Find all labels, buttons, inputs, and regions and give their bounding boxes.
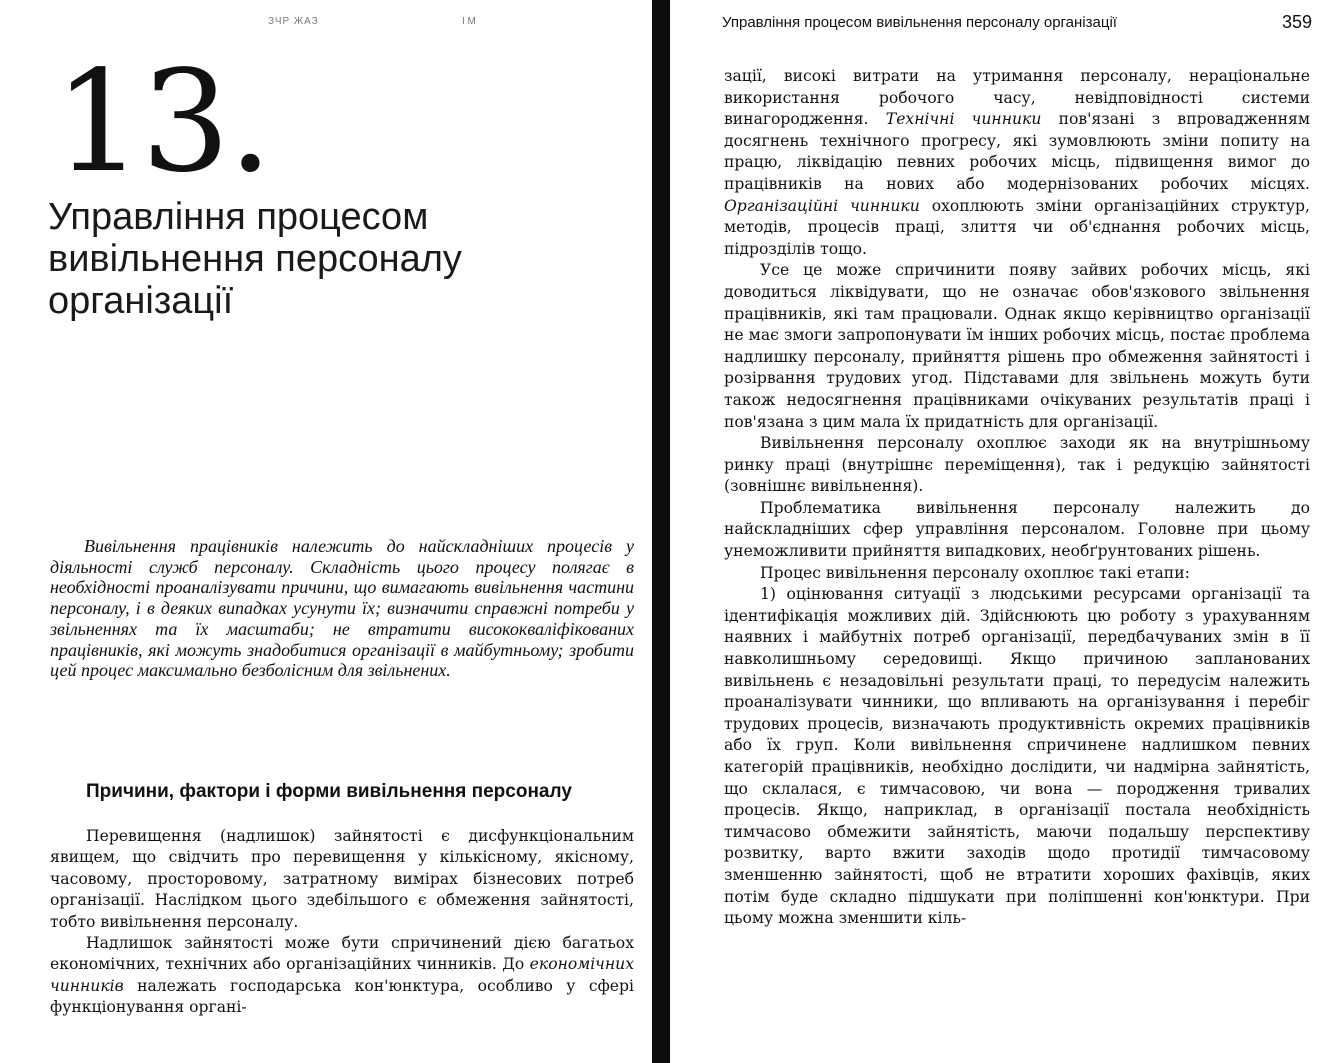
body-paragraph: Вивільнення персоналу охоплює заходи як на внутрішньому ринку праці (внутрішнє переміщення), так і редукцію зайнятості (зовнішнє вивільнення). bbox=[724, 434, 1310, 496]
abstract-paragraph: Вивільнення працівників належить до найскладніших процесів у діяльності служб персоналу. Складність цього процесу полягає в необхідності проаналізувати причини, що вимагають вивільнення частини персоналу, і в деяких випадках усунути їх; визначити справжні потреби у звільненнях та їх масштаби; не втратити висококваліфікованих працівників, які можуть знадобитися організації в майбутньому; зробити цей процес максимально безболісним для звільнених. bbox=[50, 536, 634, 681]
body-paragraph: Усе це може спричинити появу зайвих робочих місць, які доводиться ліквідувати, що не означає обов'язкового звільнення працівників, які там працювали. Однак якщо керівництво організації не має змоги запропонувати їм інших робочих місць, постає проблема надлишку персоналу, прийняття рішень про обмеження зайнятості і розірвання трудових угод. Підставами для звільнень можуть бути також недосягнення працівниками очікуваних результатів праці і пов'язана з цим мала їх придатність для організації. bbox=[724, 261, 1310, 431]
body-paragraph: Перевищення (надлишок) зайнятості є дисфункціональним явищем, що свідчить про перевищення у кількісному, якісному, часовому, просторовому, затратному вимірах бізнесових потреб організації. Наслідком цього здебільшого є обмеження зайнятості, тобто вивільнення персоналу. bbox=[50, 827, 634, 931]
body-paragraph: 1) оцінювання ситуації з людськими ресурсами організації та ідентифікація можливих дій. Здійснюють цю роботу з урахуванням наявних і майбутніх потреб організації, передбачуваних змін в її навколишньому середовищі. Якщо причиною запланованих вивільнень є незадовільні результати праці, то передусім належить проаналізувати чинники, що впливають на організування і перебіг трудових процесів, визначають продуктивність окремих працівників або їх груп. Коли вивільнення спричинене надлишком певних категорій працівників, необхідно дослідити, чи надмірна зайнятість, що склалася, є тимчасовою, чи вона — породження тривалих процесів. Якщо, наприклад, в організації постала необхідність тимчасово обмежити зайнятість, маючи подальшу перспективу розвитку, варто вжити заходів щодо протидії тимчасовому зменшенню зайнятості, щоб не втратити хороших фахівців, яких потім буде складно підшукати при поліпшенні кон'юнктури. При цьому можна зменшити кіль- bbox=[724, 585, 1310, 928]
left-running-head: ЗЧР ЖАЗ bbox=[268, 16, 319, 27]
text-run: зації, високі витрати на утримання персоналу, нераціональне використання робочого часу, невідповідності системи винагородження. bbox=[724, 67, 1310, 129]
chapter-abstract bbox=[50, 536, 634, 681]
body-paragraph: Проблематика вивільнення персоналу належить до найскладніших сфер управління персоналом. Головне при цьому унеможливити прийняття випадкових, необґрунтованих рішень. bbox=[724, 498, 1310, 561]
section-heading: Причини, фактори і форми вивільнення персоналу bbox=[86, 781, 572, 802]
body-paragraph bbox=[50, 933, 634, 1019]
left-running-head-right: І М bbox=[462, 16, 476, 27]
left-body-text bbox=[50, 826, 634, 1019]
emphasis-term: економічних чинників bbox=[50, 955, 634, 995]
chapter-title: Управління процесом вивільнення персоналу організації bbox=[48, 196, 462, 322]
right-body-text bbox=[724, 66, 1310, 930]
emphasis-term: Технічні чинники bbox=[885, 110, 1042, 129]
body-paragraph bbox=[724, 66, 1310, 260]
text-run: охоплюють зміни організаційних структур, методів, процесів праці, злиття чи об'єднання робочих місць, підрозділів тощо. bbox=[724, 196, 1310, 258]
right-page bbox=[670, 0, 1320, 1063]
text-run: пов'язані з впровадженням досягнень технічного прогресу, які зумовлюють зміни попиту на працю, ліквідацію певних робочих місць, підвищення вимог до працівників на нових або модернізованих робочих місцях. bbox=[724, 110, 1310, 193]
chapter-number: 13. bbox=[54, 41, 271, 204]
emphasis-term: Організаційні чинники bbox=[724, 196, 920, 215]
left-page bbox=[0, 0, 652, 1063]
text-run: належать господарська кон'юнктура, особливо у сфері функціонування органі- bbox=[50, 976, 634, 1017]
body-paragraph: Процес вивільнення персоналу охоплює такі етапи: bbox=[760, 563, 1190, 582]
book-gutter bbox=[652, 0, 670, 1063]
text-run: Надлишок зайнятості може бути спричинений дією багатьох економічних, технічних або організаційних чинників. До bbox=[50, 934, 634, 974]
page-number: 359 bbox=[1281, 12, 1312, 32]
right-running-head: Управління процесом вивільнення персоналу організації bbox=[722, 14, 1117, 31]
